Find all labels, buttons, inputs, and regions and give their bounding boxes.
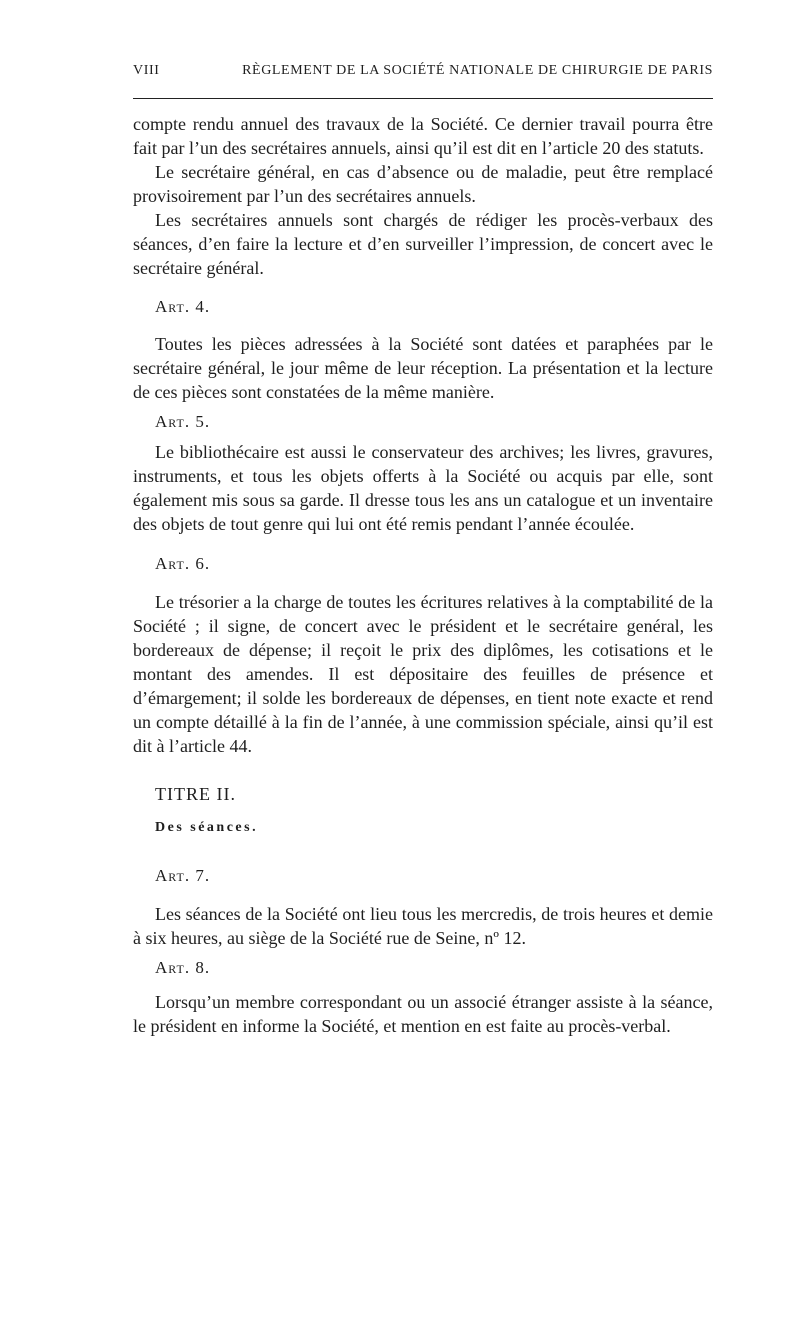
article-5-heading: Art. 5. — [155, 412, 211, 431]
paragraph-annual-secretaries: Les secrétaires annuels sont chargés de rédiger les procès-verbaux des séances, d’en faire la lecture et d’en surveiller l’impression, de concert avec le secrétaire général. — [133, 210, 713, 278]
article-8-text: Lorsqu’un membre correspondant ou un associé étranger assiste à la séance, le président en informe la Société, et mention en est faite au procès-verbal. — [133, 992, 713, 1036]
article-5-text: Le bibliothécaire est aussi le conservateur des archives; les livres, gravures, instruments, et tous les objets offerts à la Société ou acquis par elle, sont également mis sous sa garde. Il dresse tous les ans un catalogue et un inventaire des objets de tout genre qui lui ont été remis pendant l’année écoulée. — [133, 442, 713, 534]
article-8-heading: Art. 8. — [155, 958, 211, 977]
article-7-text: Les séances de la Société ont lieu tous les mercredis, de trois heures et demie à six heures, au siège de la Société rue de Seine, nº 12. — [133, 904, 713, 948]
article-4-text: Toutes les pièces adressées à la Société sont datées et paraphées par le secrétaire général, le jour même de leur réception. La présentation et la lecture de ces pièces sont constatées de la même manière. — [133, 334, 713, 402]
running-title: RÈGLEMENT DE LA SOCIÉTÉ NATIONALE DE CHIRURGIE DE PARIS — [242, 63, 713, 78]
running-header — [133, 63, 713, 79]
header-rule — [133, 98, 713, 99]
paragraph-secretary-replacement: Le secrétaire général, en cas d’absence ou de maladie, peut être remplacé provisoirement par l’un des secrétaires annuels. — [133, 162, 713, 206]
article-6-heading: Art. 6. — [155, 554, 211, 573]
article-4-heading: Art. 4. — [155, 297, 211, 316]
paragraph-continued: compte rendu annuel des travaux de la Société. Ce dernier travail pourra être fait par l’un des secrétaires annuels, ainsi qu’il est dit en l’article 20 des statuts. — [133, 114, 713, 158]
section-title: TITRE II. — [155, 784, 236, 804]
article-7-heading: Art. 7. — [155, 866, 211, 885]
page-body — [133, 112, 713, 1038]
section-subtitle: Des séances. — [155, 820, 259, 835]
page-number: VIII — [133, 63, 160, 78]
article-6-text: Le trésorier a la charge de toutes les écritures relatives à la comptabilité de la Société ; il signe, de concert avec le président et le secrétaire genéral, les bordereaux de dépense; il reçoit le prix des diplômes, les cotisations et le montant des amendes. Il est dépositaire des feuilles de présence et d’émargement; il solde les bordereaux de dépenses, en tient note exacte et rend un compte détaillé à la fin de l’année, à une commission spéciale, ainsi qu’il est dit à l’article 44. — [133, 592, 713, 756]
